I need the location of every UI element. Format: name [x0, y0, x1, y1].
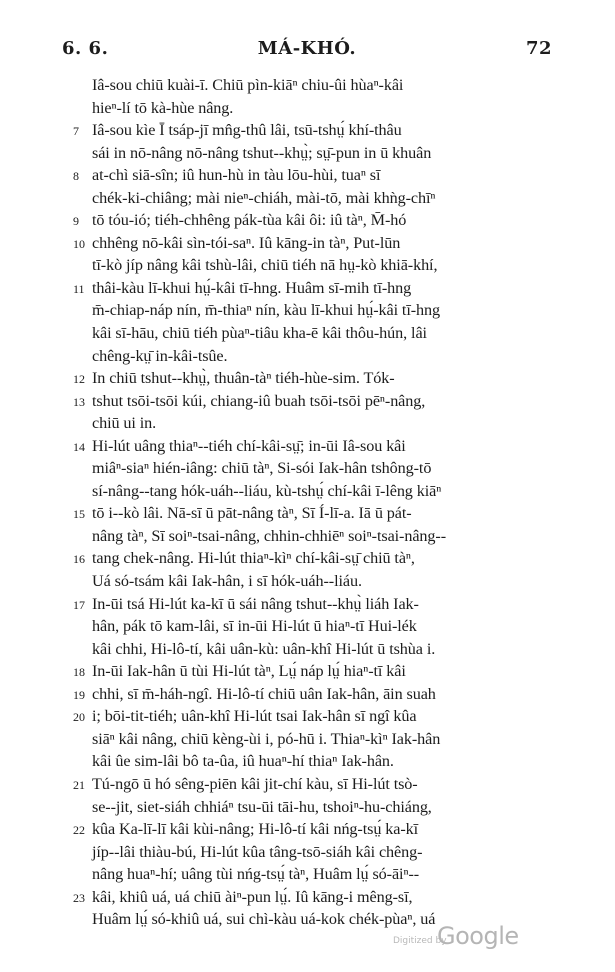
text-line — [0, 841, 615, 864]
line-text: tō i--kò lâi. Nā-sī ū pāt-nâng tàⁿ, Sī Í-lī-a. Iā ū pát- — [92, 504, 412, 523]
line-text: kâi sī-hāu, chiū tiéh pùaⁿ-tiâu kha-ē kâi thôu-hún, lâi — [92, 324, 427, 343]
line-text: i; bōi-tit-tiéh; uân-khî Hi-lút tsai Iak-hân sī ngî kûa — [92, 707, 417, 726]
line-text: kûa Ka-lī-lī kâi kùi-nâng; Hi-lô-tí kâi nńg-tsṳ́ ka-kī — [92, 820, 419, 839]
line-text: hieⁿ-lí tō kà-hùe nâng. — [92, 98, 234, 117]
line-text: jíp--lâi thiàu-bú, Hi-lút kûa tâng-tsō-siáh kâi chêng- — [92, 842, 423, 861]
verse-number: 23 — [73, 890, 85, 905]
line-text: at-chì siā-sîn; iû hun-hù in tàu lōu-hùi, tuaⁿ sī — [92, 166, 381, 185]
text-line — [0, 660, 615, 683]
digitized-by-text: Digitized by — [393, 936, 447, 946]
line-text: chêng-kṳ̄ in-kâi-tsûe. — [92, 346, 228, 365]
line-text: nâng tàⁿ, Sī soiⁿ-tsai-nâng, chhin-chhiēⁿ soiⁿ-tsai-nâng-- — [92, 526, 446, 545]
text-line — [0, 773, 615, 796]
page-header — [62, 38, 552, 62]
line-text: chhi, sī m̄-háh-ngî. Hi-lô-tí chiū uân Iak-hân, āin suah — [92, 684, 436, 703]
verse-number: 18 — [73, 665, 85, 680]
verse-number: 9 — [73, 214, 79, 229]
verse-number: 22 — [73, 823, 85, 838]
scripture-text — [0, 74, 615, 931]
line-text: tang chek-nâng. Hi-lút thiaⁿ-kìⁿ chí-kâi-sṳ̄ chiū tàⁿ, — [92, 549, 415, 568]
text-line — [0, 796, 615, 819]
text-line — [0, 638, 615, 661]
chapter-verse-ref: 6. 6. — [62, 38, 109, 59]
text-line — [0, 119, 615, 142]
line-text: tō tóu-ió; tiéh-chhêng pák-tùa kâi ôi: iû tàⁿ, M̄-hó — [92, 211, 407, 230]
line-text: tī-kò jíp nâng kâi tshù-lâi, chiū tiéh nā hṳ-kò khiā-khí, — [92, 256, 438, 275]
text-line — [0, 97, 615, 120]
digitized-watermark — [393, 922, 519, 956]
text-line — [0, 209, 615, 232]
text-line — [0, 615, 615, 638]
line-text: miâⁿ-siaⁿ hién-iâng: chiū tàⁿ, Si-sói Iak-hân tshông-tō — [92, 459, 432, 478]
line-text: chiū ui in. — [92, 414, 157, 433]
text-line — [0, 705, 615, 728]
text-line — [0, 232, 615, 255]
line-text: kâi chhi, Hi-lô-tí, kâi uân-kù: uân-khî Hi-lút ū tshùa i. — [92, 639, 436, 658]
google-logo: Google — [437, 922, 519, 950]
line-text: Hi-lút uâng thiaⁿ--tiéh chí-kâi-sṳ̄; in-ūi Iâ-sou kâi — [92, 436, 406, 455]
verse-number: 7 — [73, 124, 79, 139]
text-line — [0, 254, 615, 277]
text-line — [0, 502, 615, 525]
line-text: Huâm lṳ́ só-khiû uá, sui chì-kàu uá-kok chék-pùaⁿ, uá — [92, 910, 436, 929]
text-line — [0, 367, 615, 390]
text-line — [0, 480, 615, 503]
text-line — [0, 818, 615, 841]
text-line — [0, 886, 615, 909]
text-line — [0, 570, 615, 593]
verse-number: 21 — [73, 777, 85, 792]
text-line — [0, 164, 615, 187]
text-line — [0, 277, 615, 300]
text-line — [0, 435, 615, 458]
text-line — [0, 908, 615, 931]
line-text: siāⁿ kâi nâng, chiū kèng-ùi i, pó-hū i. Thiaⁿ-kìⁿ Iak-hân — [92, 729, 441, 748]
line-text: Tú-ngō ū hó sêng-piēn kâi jit-chí kàu, sī Hi-lút tsò- — [92, 774, 418, 793]
verse-number: 19 — [73, 687, 85, 702]
verse-number: 13 — [73, 394, 85, 409]
line-text: In-ūi Iak-hân ū tùi Hi-lút tàⁿ, Lṳ́ náp lṳ́ hiaⁿ-tī kâi — [92, 662, 406, 681]
text-line — [0, 750, 615, 773]
text-line — [0, 412, 615, 435]
verse-number: 11 — [73, 281, 85, 296]
text-line — [0, 547, 615, 570]
verse-number: 14 — [73, 439, 85, 454]
text-line — [0, 142, 615, 165]
text-line — [0, 525, 615, 548]
line-text: chhêng nō-kâi sìn-tói-saⁿ. Iû kāng-in tàⁿ, Put-lūn — [92, 233, 401, 252]
line-text: In-ūi tsá Hi-lút ka-kī ū sái nâng tshut--khṳ̀ liáh Iak- — [92, 594, 419, 613]
line-text: kâi ûe sim-lâi bô ta-ûa, iû huaⁿ-hí thiaⁿ Iak-hân. — [92, 752, 394, 771]
text-line — [0, 390, 615, 413]
text-line — [0, 457, 615, 480]
book-title: MÁ-KHÓ. — [257, 38, 357, 59]
text-line — [0, 863, 615, 886]
verse-number: 16 — [73, 552, 85, 567]
verse-number: 12 — [73, 372, 85, 387]
verse-number: 8 — [73, 169, 79, 184]
verse-number: 10 — [73, 236, 85, 251]
line-text: se--jit, siet-siáh chhiáⁿ tsu-ūi tāi-hu, tshoiⁿ-hu-chiáng, — [92, 797, 432, 816]
line-text: Iâ-sou kìe Ī tsáp-jī mn̂g-thû lâi, tsū-tshṳ́ khí-thâu — [92, 121, 402, 140]
line-text: nâng huaⁿ-hí; uâng tùi nńg-tsṳ́ tàⁿ, Huâm lṳ́ só-āiⁿ-- — [92, 865, 420, 884]
line-text: Iâ-sou chiū kuài-ī. Chiū pìn-kiāⁿ chiu-ûi hùaⁿ-kâi — [92, 76, 404, 94]
text-line — [0, 728, 615, 751]
line-text: In chiū tshut--khṳ̀, thuân-tàⁿ tiéh-hùe-sim. Tók- — [92, 369, 395, 388]
line-text: chék-ki-chiâng; mài nieⁿ-chiáh, mài-tō, mài khǹg-chīⁿ — [92, 188, 436, 207]
text-line — [0, 593, 615, 616]
text-line — [0, 683, 615, 706]
text-line — [0, 187, 615, 210]
line-text: thâi-kàu lī-khui hṳ́-kâi tī-hng. Huâm sī-mih tī-hng — [92, 278, 412, 297]
line-text: m̄-chiap-náp nín, m̄-thiaⁿ nín, kàu lī-khui hṳ́-kâi tī-hng — [92, 301, 441, 320]
line-text: sái in nō-nâng nō-nâng tshut--khṳ̀; sṳ̄-pun in ū khuân — [92, 143, 432, 162]
line-text: hân, pák tō kam-lâi, sī in-ūi Hi-lút ū hiaⁿ-tī Hui-lék — [92, 617, 417, 636]
text-line — [0, 74, 615, 97]
verse-number: 20 — [73, 710, 85, 725]
line-text: tshut tsōi-tsōi kúi, chiang-iû buah tsōi-tsōi pēⁿ-nâng, — [92, 391, 426, 410]
line-text: kâi, khiû uá, uá chiū àiⁿ-pun lṳ́. Iû kāng-i mêng-sī, — [92, 887, 413, 906]
line-text: Uá só-tsám kâi Iak-hân, i sī hók-uáh--liáu. — [92, 572, 362, 591]
page-number: 72 — [525, 38, 552, 59]
text-line — [0, 299, 615, 322]
verse-number: 15 — [73, 507, 85, 522]
line-text: sí-nâng--tang hók-uáh--liáu, kù-tshṳ́ chí-kâi ī-lêng kiāⁿ — [92, 481, 442, 500]
text-line — [0, 345, 615, 368]
text-line — [0, 322, 615, 345]
verse-number: 17 — [73, 597, 85, 612]
